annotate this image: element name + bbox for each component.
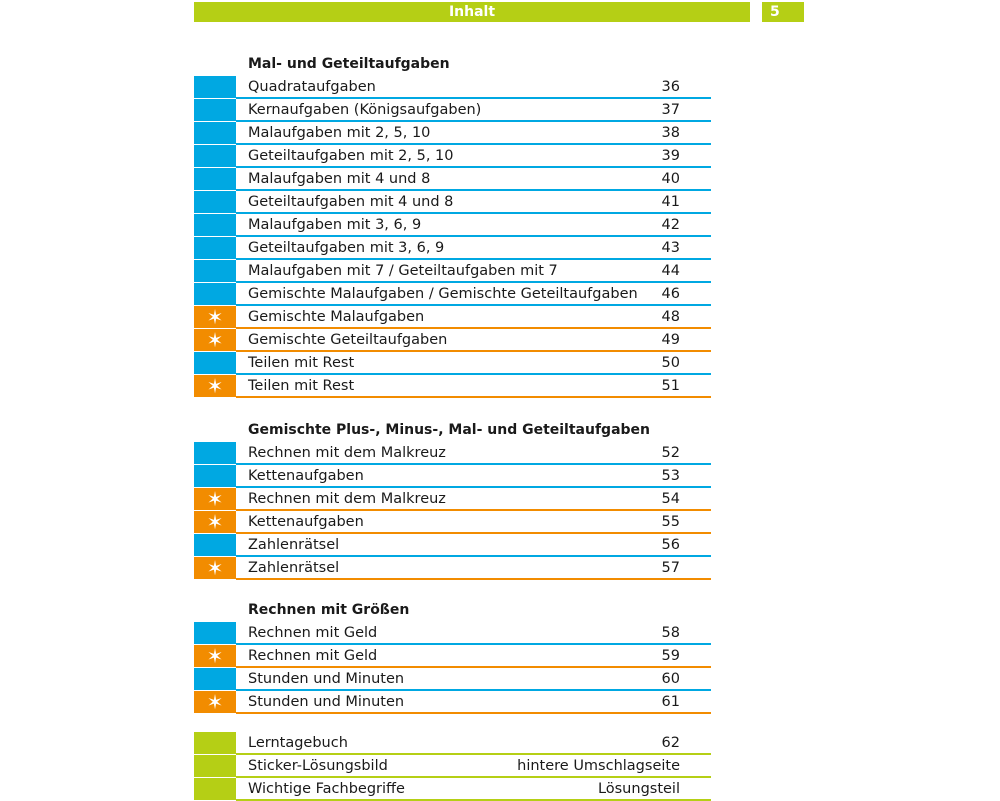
entry-label: Rechnen mit dem Malkreuz [248, 491, 446, 507]
entry-label: Rechnen mit Geld [248, 648, 378, 664]
color-marker [194, 668, 236, 690]
entry-page: 58 [661, 625, 680, 641]
entry-label: Lerntagebuch [248, 735, 348, 751]
toc-entry[interactable] [194, 329, 711, 352]
toc-entry[interactable] [194, 691, 711, 714]
color-marker [194, 283, 236, 305]
toc-entry[interactable] [194, 511, 711, 534]
toc-entry[interactable] [194, 237, 711, 260]
entry-label: Geteiltaufgaben mit 2, 5, 10 [248, 148, 454, 164]
toc-entry[interactable] [194, 168, 711, 191]
entry-page: 57 [661, 560, 680, 576]
color-marker [194, 214, 236, 236]
section-title: Mal- und Geteiltaufgaben [248, 56, 450, 72]
entry-page: 54 [661, 491, 680, 507]
entry-label: Teilen mit Rest [248, 378, 355, 394]
entry-label: Stunden und Minuten [248, 671, 405, 687]
color-marker [194, 76, 236, 98]
entry-page: 59 [661, 648, 680, 664]
star-icon: ✶ [194, 557, 236, 579]
entry-label: Geteiltaufgaben mit 3, 6, 9 [248, 240, 445, 256]
star-icon: ✶ [194, 645, 236, 667]
color-marker [194, 352, 236, 374]
entry-label: Rechnen mit Geld [248, 625, 378, 641]
toc-section [194, 52, 711, 398]
color-marker [194, 237, 236, 259]
toc-entry[interactable] [194, 732, 711, 755]
star-icon: ✶ [194, 375, 236, 397]
star-icon: ✶ [194, 306, 236, 328]
color-marker [194, 145, 236, 167]
entry-page: 39 [661, 148, 680, 164]
color-marker [194, 755, 236, 777]
color-marker [194, 122, 236, 144]
toc-section [194, 598, 711, 714]
toc-section [194, 730, 711, 801]
color-marker [194, 534, 236, 556]
toc-entry[interactable] [194, 465, 711, 488]
color-marker [194, 99, 236, 121]
entry-page: 61 [661, 694, 680, 710]
toc-entry[interactable] [194, 214, 711, 237]
entry-page: 51 [661, 378, 680, 394]
entry-label: Zahlenrätsel [248, 560, 340, 576]
toc-entry[interactable] [194, 778, 711, 801]
entry-label: Malaufgaben mit 7 / Geteiltaufgaben mit 7 [248, 263, 558, 279]
color-marker [194, 442, 236, 464]
entry-label: Geteiltaufgaben mit 4 und 8 [248, 194, 454, 210]
toc-entry[interactable] [194, 557, 711, 580]
entry-label: Zahlenrätsel [248, 537, 340, 553]
entry-page: Lösungsteil [597, 781, 680, 797]
page-number: 5 [762, 2, 804, 22]
header-title: Inhalt [448, 4, 496, 20]
toc-entry[interactable] [194, 488, 711, 511]
entry-label: Kernaufgaben (Königsaufgaben) [248, 102, 482, 118]
color-marker [194, 191, 236, 213]
toc-entry[interactable] [194, 645, 711, 668]
toc-entry[interactable] [194, 283, 711, 306]
entry-label: Wichtige Fachbegriffe [248, 781, 405, 797]
toc-entry[interactable] [194, 352, 711, 375]
toc-entry[interactable] [194, 755, 711, 778]
entry-page: 53 [661, 468, 680, 484]
entry-underline [236, 712, 711, 714]
entry-page: 50 [661, 355, 680, 371]
color-marker [194, 168, 236, 190]
entry-label: Malaufgaben mit 4 und 8 [248, 171, 431, 187]
entry-label: Teilen mit Rest [248, 355, 355, 371]
section-title: Gemischte Plus-, Minus-, Mal- und Geteiltaufgaben [248, 422, 651, 438]
entry-label: Malaufgaben mit 2, 5, 10 [248, 125, 431, 141]
entry-page: 56 [661, 537, 680, 553]
entry-label: Gemischte Malaufgaben [248, 309, 425, 325]
entry-label: Quadrataufgaben [248, 79, 376, 95]
entry-page: 60 [661, 671, 680, 687]
toc-entry[interactable] [194, 99, 711, 122]
entry-page: 36 [661, 79, 680, 95]
entry-page: hintere Umschlagseite [517, 758, 680, 774]
entry-label: Kettenaufgaben [248, 514, 364, 530]
entry-underline [236, 396, 711, 398]
star-icon: ✶ [194, 329, 236, 351]
toc-entry[interactable] [194, 191, 711, 214]
entry-page: 46 [661, 286, 680, 302]
entry-label: Sticker-Lösungsbild [248, 758, 388, 774]
entry-label: Stunden und Minuten [248, 694, 405, 710]
entry-page: 48 [661, 309, 680, 325]
toc-entry[interactable] [194, 306, 711, 329]
entry-page: 49 [661, 332, 680, 348]
entry-label: Rechnen mit dem Malkreuz [248, 445, 446, 461]
color-marker [194, 465, 236, 487]
entry-page: 62 [661, 735, 680, 751]
entry-page: 55 [661, 514, 680, 530]
color-marker [194, 260, 236, 282]
entry-label: Gemischte Geteiltaufgaben [248, 332, 448, 348]
entry-page: 40 [661, 171, 680, 187]
entry-page: 44 [661, 263, 680, 279]
entry-label: Malaufgaben mit 3, 6, 9 [248, 217, 422, 233]
section-title: Rechnen mit Größen [248, 602, 410, 618]
star-icon: ✶ [194, 511, 236, 533]
toc-entry[interactable] [194, 442, 711, 465]
color-marker [194, 778, 236, 800]
star-icon: ✶ [194, 488, 236, 510]
toc-entry[interactable] [194, 145, 711, 168]
toc-entry[interactable] [194, 122, 711, 145]
entry-page: 52 [661, 445, 680, 461]
toc-section [194, 418, 711, 580]
toc-entry[interactable] [194, 260, 711, 283]
toc-entry[interactable] [194, 76, 711, 99]
toc-entry[interactable] [194, 375, 711, 398]
entry-page: 37 [661, 102, 680, 118]
entry-underline [236, 578, 711, 580]
entry-label: Gemischte Malaufgaben / Gemischte Geteiltaufgaben [248, 286, 638, 302]
color-marker [194, 622, 236, 644]
entry-label: Kettenaufgaben [248, 468, 364, 484]
color-marker [194, 732, 236, 754]
toc-entry[interactable] [194, 534, 711, 557]
toc-entry[interactable] [194, 668, 711, 691]
entry-page: 38 [661, 125, 680, 141]
star-icon: ✶ [194, 691, 236, 713]
entry-page: 43 [661, 240, 680, 256]
header-bar [194, 2, 750, 22]
toc-entry[interactable] [194, 622, 711, 645]
entry-page: 42 [661, 217, 680, 233]
entry-page: 41 [661, 194, 680, 210]
